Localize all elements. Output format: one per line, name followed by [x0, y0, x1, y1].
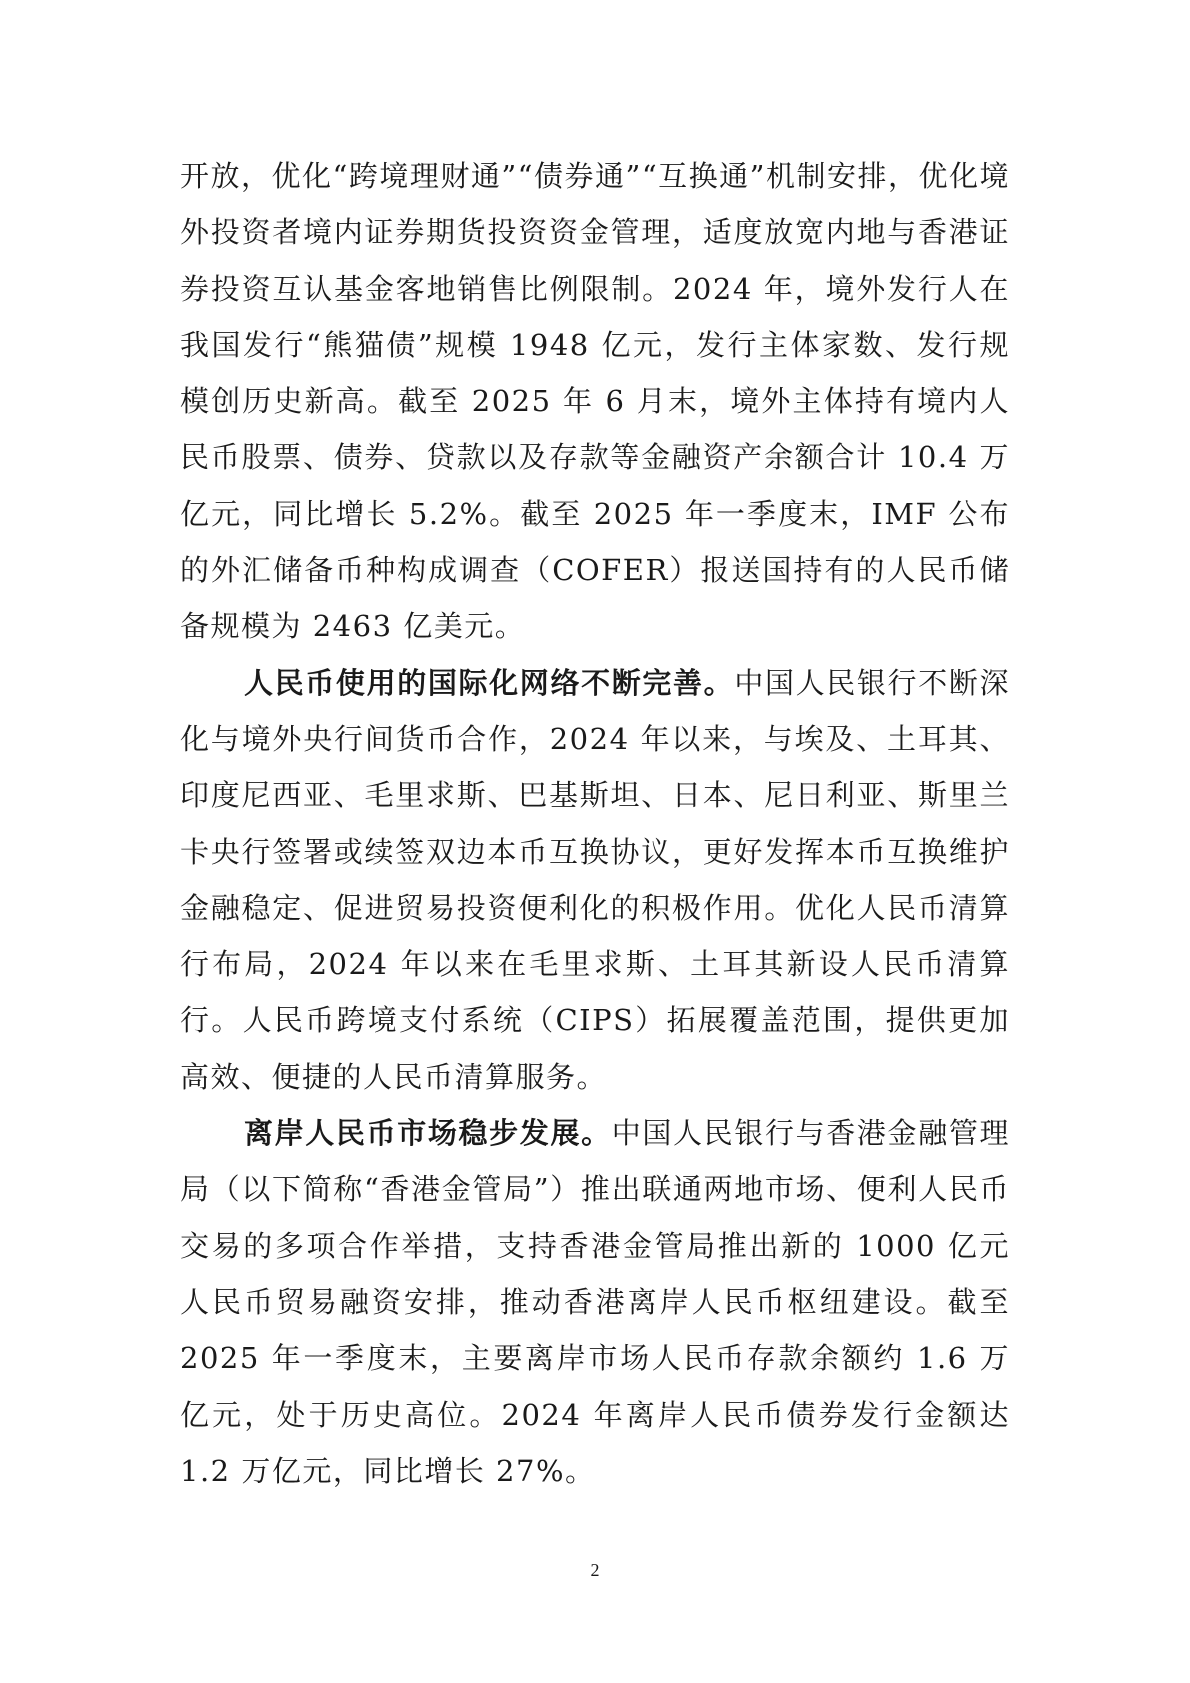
paragraph-offshore-market [180, 1105, 1010, 1499]
paragraph-text: 开放，优化“跨境理财通”“债券通”“互换通”机制安排，优化境外投资者境内证券期货投资资金管理，适度放宽内地与香港证券投资互认基金客地销售比例限制。2024 年，境外发行人在我国发行“熊猫债”规模 1948 亿元，发行主体家数、发行规模创历史新高。截至 2025 年 6 月末，境外主体持有境内人民币股票、债券、贷款以及存款等金融资产余额合计 10.4 万亿元，同比增长 5.2%。截至 2025 年一季度末，IMF 公布的外汇储备币种构成调查（COFER）报送国持有的人民币储备规模为 2463 亿美元。 [180, 159, 1010, 644]
body-text [180, 148, 1010, 1499]
page-number: 2 [590, 1560, 600, 1580]
paragraph-rmb-network [180, 655, 1010, 1105]
paragraph-lead: 人民币使用的国际化网络不断完善。 [244, 665, 735, 700]
paragraph-text: 中国人民银行与香港金融管理局（以下简称“香港金管局”）推出联通两地市场、便利人民币交易的多项合作举措，支持香港金管局推出新的 1000 亿元人民币贸易融资安排，推动香港离岸人民币枢纽建设。截至 2025 年一季度末，主要离岸市场人民币存款余额约 1.6 万亿元，处于历史高位。2024 年离岸人民币债券发行金额达 1.2 万亿元，同比增长 27%。 [180, 1116, 1010, 1488]
paragraph-lead: 离岸人民币市场稳步发展。 [244, 1116, 612, 1151]
paragraph-text: 中国人民银行不断深化与境外央行间货币合作，2024 年以来，与埃及、土耳其、印度尼西亚、毛里求斯、巴基斯坦、日本、尼日利亚、斯里兰卡央行签署或续签双边本币互换协议，更好发挥本币互换维护金融稳定、促进贸易投资便利化的积极作用。优化人民币清算行布局，2024 年以来在毛里求斯、土耳其新设人民币清算行。人民币跨境支付系统（CIPS）拓展覆盖范围，提供更加高效、便捷的人民币清算服务。 [180, 665, 1010, 1094]
paragraph-continuation [180, 148, 1010, 655]
